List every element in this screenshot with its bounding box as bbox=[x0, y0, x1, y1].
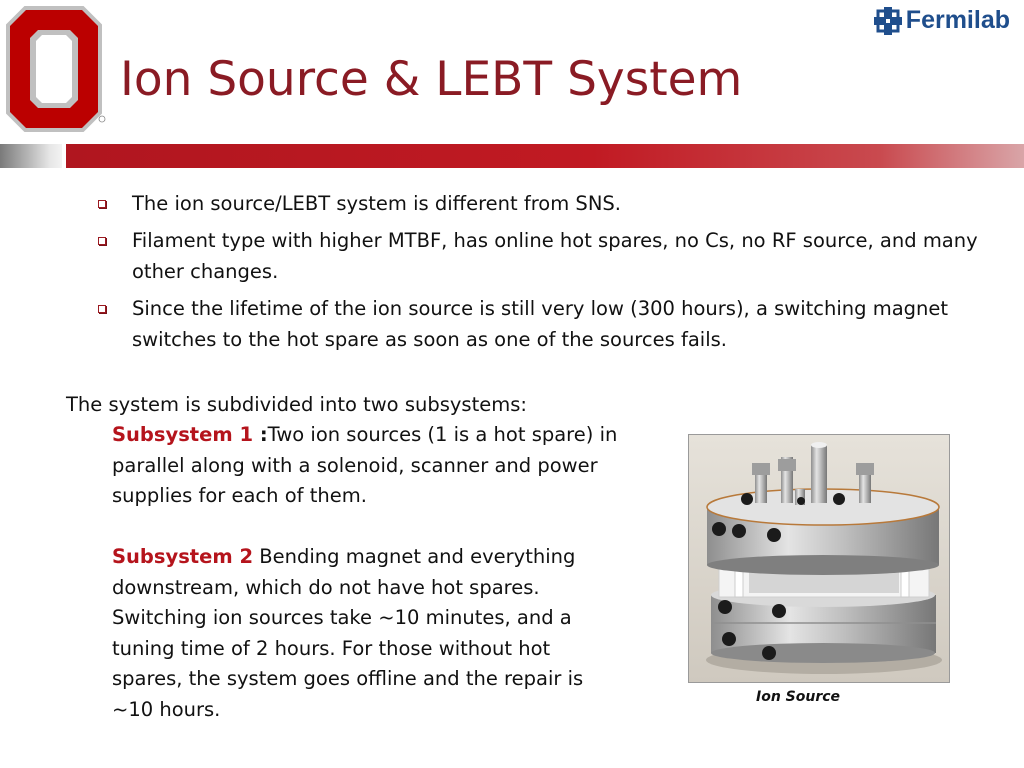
fermilab-logo bbox=[874, 6, 1010, 35]
subsystems-intro: The system is subdivided into two subsystems: bbox=[66, 393, 527, 416]
figure-caption: Ion Source bbox=[756, 689, 841, 705]
list-item bbox=[96, 293, 996, 355]
subsystem-2-label: Subsystem 2 bbox=[112, 545, 254, 568]
list-item bbox=[96, 188, 996, 219]
bullet-list bbox=[96, 188, 996, 361]
bullet-text: Since the lifetime of the ion source is still very low (300 hours), a switching magnet switches to the hot spare as soon as one of the sources fails. bbox=[132, 297, 949, 351]
subsystem-2-text: Bending magnet and everything downstream, which do not have hot spares. Switching ion sources take ~10 minutes, and a tuning time of 2 hours. For those without hot spares, the system goes offline and the repair is ~10 hours. bbox=[112, 545, 584, 721]
subsystem-1-text: Two ion sources (1 is a hot spare) in parallel along with a solenoid, scanner and power supplies for each of them. bbox=[112, 423, 618, 507]
block-o-logo-icon bbox=[2, 2, 106, 136]
brand-name: Fermilab bbox=[905, 6, 1010, 34]
bullet-text: Filament type with higher MTBF, has online hot spares, no Cs, no RF source, and many other changes. bbox=[132, 229, 978, 283]
ion-source-illustration bbox=[689, 435, 949, 682]
subsystem-2-paragraph bbox=[112, 542, 622, 725]
list-item bbox=[96, 225, 996, 287]
header-divider-gray bbox=[0, 144, 62, 168]
fermilab-logo-icon bbox=[874, 7, 902, 35]
header-divider-red bbox=[66, 144, 1024, 168]
page-title: Ion Source & LEBT System bbox=[120, 52, 743, 107]
square-bullet-icon bbox=[98, 305, 106, 313]
subsystem-1-colon: : bbox=[259, 423, 268, 446]
bullet-text: The ion source/LEBT system is different from SNS. bbox=[132, 192, 621, 215]
subsystem-1-label: Subsystem 1 bbox=[112, 423, 260, 446]
ion-source-photo bbox=[688, 434, 950, 683]
square-bullet-icon bbox=[98, 200, 106, 208]
subsystem-1-paragraph bbox=[112, 420, 632, 512]
square-bullet-icon bbox=[98, 237, 106, 245]
